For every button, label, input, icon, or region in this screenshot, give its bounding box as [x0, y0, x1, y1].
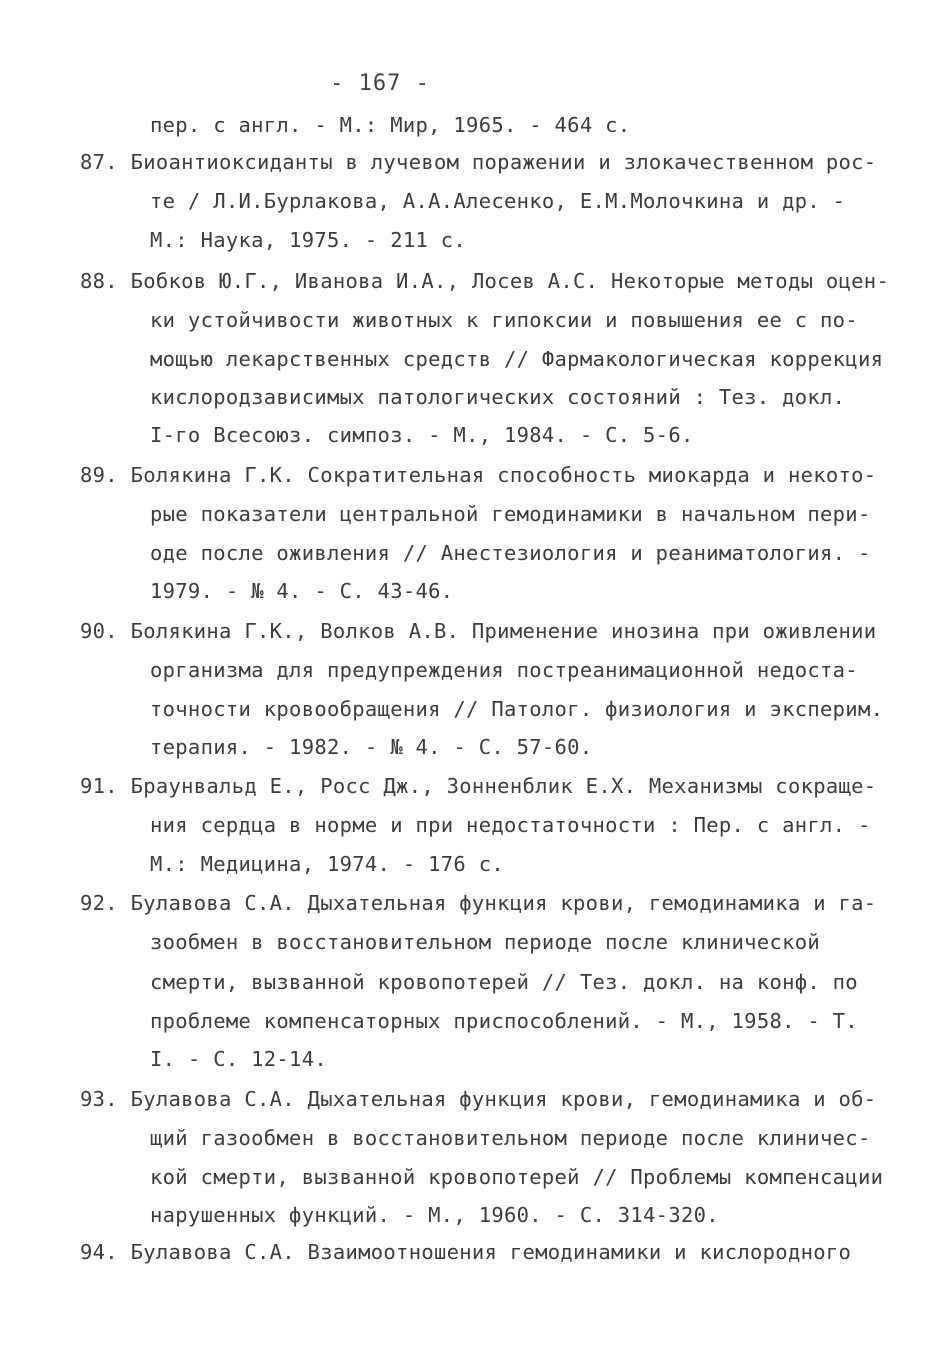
ref-90-line-1: 90. Болякина Г.К., Волков А.В. Применение инозина при оживлении — [80, 619, 877, 643]
ref-93-line-3: кой смерти, вызванной кровопотерей // Проблемы компенсации — [150, 1165, 884, 1189]
ref-86-line-3: пер. с англ. - М.: Мир, 1965. - 464 с. — [150, 113, 631, 137]
ref-93-line-1: 93. Булавова С.А. Дыхательная функция крови, гемодинамика и об- — [80, 1087, 877, 1111]
ref-88-line-1: 88. Бобков Ю.Г., Иванова И.А., Лосев А.С. Некоторые методы оцен- — [80, 269, 890, 293]
page-number: - 167 - — [330, 71, 430, 96]
ref-89-line-2: рые показатели центральной гемодинамики в начальном пери- — [150, 502, 871, 526]
ref-92-line-2: зообмен в восстановительном периоде после клинической — [150, 930, 821, 954]
ref-93-line-2: щий газообмен в восстановительном периоде после клиничес- — [150, 1126, 871, 1150]
ref-87-line-2: те / Л.И.Бурлакова, А.А.Алесенко, Е.М.Молочкина и др. - — [150, 189, 846, 213]
ref-88-line-3: мощью лекарственных средств // Фармакологическая коррекция — [150, 347, 884, 371]
ref-92-line-3: смерти, вызванной кровопотерей // Тез. докл. на конф. по — [150, 970, 858, 994]
ref-93-line-4: нарушенных функций. - М., 1960. - С. 314-320. — [150, 1203, 719, 1227]
ref-89-line-3: оде после оживления // Анестезиология и реаниматология. - — [150, 541, 871, 565]
ref-88-line-5: I-го Всесоюз. симпоз. - М., 1984. - С. 5-6. — [150, 423, 694, 447]
ref-89-line-1: 89. Болякина Г.К. Сократительная способность миокарда и некото- — [80, 463, 877, 487]
ref-87-line-1: 87. Биоантиоксиданты в лучевом поражении и злокачественном рос- — [80, 150, 877, 174]
ref-91-line-2: ния сердца в норме и при недостаточности : Пер. с англ. - — [150, 813, 871, 837]
ref-91-line-1: 91. Браунвальд Е., Росс Дж., Зонненблик Е.Х. Механизмы сокраще- — [80, 774, 877, 798]
ref-88-line-2: ки устойчивости животных к гипоксии и повышения ее с по- — [150, 308, 858, 332]
ref-92-line-4: проблеме компенсаторных приспособлений. - М., 1958. - Т. — [150, 1009, 858, 1033]
ref-89-line-4: 1979. - № 4. - С. 43-46. — [150, 579, 454, 603]
ref-90-line-2: организма для предупреждения постреанимационной недоста- — [150, 658, 858, 682]
ref-87-line-3: М.: Наука, 1975. - 211 с. — [150, 228, 467, 252]
ref-90-line-3: точности кровообращения // Патолог. физиология и эксперим. — [150, 697, 884, 721]
ref-92-line-5: I. - С. 12-14. — [150, 1047, 327, 1071]
ref-94-line-1: 94. Булавова С.А. Взаимоотношения гемодинамики и кислородного — [80, 1240, 852, 1264]
ref-90-line-4: терапия. - 1982. - № 4. - С. 57-60. — [150, 735, 593, 759]
ref-92-line-1: 92. Булавова С.А. Дыхательная функция крови, гемодинамика и га- — [80, 891, 877, 915]
ref-88-line-4: кислородзависимых патологических состояний : Тез. докл. — [150, 385, 846, 409]
ref-91-line-3: М.: Медицина, 1974. - 176 с. — [150, 852, 504, 876]
